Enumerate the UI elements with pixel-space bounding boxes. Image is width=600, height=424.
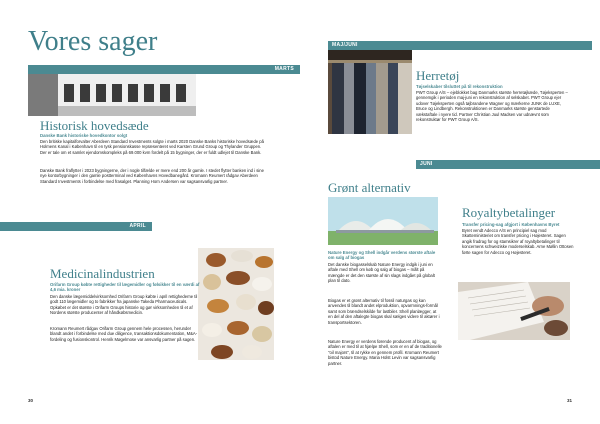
herretoj-lead: Tøjselskaber tilsluttet på til rekonstruktion: [416, 84, 503, 89]
medicin-body-2: Kromann Reumert rådgav Orifarm Group gennem hele processen, herunder blandt andet i forbindelse med due diligence, transaktionsdokumentation, M&A-fordeling og fusionskontrol. Henrik Møgelmose var ansvarlig partner på sagen.: [50, 326, 198, 342]
month-bar-marts: [28, 65, 300, 74]
historisk-heading: Historisk hovedsæde: [40, 118, 149, 133]
gront-lead: Nature Energy og Shell indgår verdens største aftale om salg af biogas: [328, 250, 436, 261]
building-photo: [28, 74, 196, 116]
herretoj-heading: Herretøj: [416, 68, 460, 83]
month-bar-april: [0, 222, 152, 231]
herretoj-body: PWT Group A/S – ejeblokket bag Danmarks største herretøjkæde, Tøjeksperten – gennemgik i perioden maj-juni en rekonstruktion af selskabet. PWT Group ejer udover Tøjeksperten også tøjbrandene Wagner og mærkerne JUNK de LUXE, Bruce og Lindbergh. Rekonstruktionen er Danmarks største genstartede vækstaftale i nyere tid. Partner Christian Juul Madsen var udnævnt som rekonstruktør for PWT Group A/S.: [416, 90, 568, 123]
month-bar-juni: [416, 160, 600, 169]
historisk-lead: Danske Bank historiske hovedkontor solgt: [40, 133, 128, 138]
month-label-april: APRIL: [129, 223, 146, 229]
month-label-juni: JUNI: [420, 161, 433, 167]
month-label-majjuni: MAJ/JUNI: [332, 42, 358, 48]
royalty-lead: Transfer pricing-sag afgjort i Københavns Byret: [462, 222, 560, 227]
month-bar-majjuni: [328, 41, 592, 50]
medicin-lead: Orifarm Group købte rettigheder til lægemidler og følsikker til en værdi af 4,6 mia. kroner: [50, 282, 200, 293]
page-number-right: 31: [566, 398, 572, 403]
right-page: [300, 0, 600, 424]
page-number-left: 30: [28, 398, 34, 403]
gront-body-3: Nature Energy er verdens førende producent af biogas, og aftalen er med til at hjælpe Shell, som er en af de traditionelle "oil majors", til at rykke en gennem profil. Kromann Reumert bistod Nature Energy. Maria Holst Levin var sagsansvarlig partner.: [328, 339, 442, 366]
gront-body-2: Biogas er et grønt alternativ til fossil naturgas og kan anvendes til blandt andet elproduktion, opvarmnings-formål samt som brændselskilde for lastbiler. Shell planlægger, at en del af den aftalegte biogas skal sælges videre til aktører i transportsektoren.: [328, 298, 440, 325]
page-title: Vores sager: [28, 26, 158, 57]
medicin-heading: Medicinalindustrien: [50, 266, 155, 281]
royalty-body: Byret vendt Adecco A/S en principiel sag mod Skatteministeriet om transfer pricing i Højesteret. Sagen angik fradrag for og stamsikrer af royaltybetalinger til koncernens schweiziske moderselskab. Arne Møllin Ottosen førte sagen for Adecco og Højesteret.: [462, 228, 574, 255]
biogas-photo: [328, 197, 438, 245]
gront-heading: Grønt alternativ: [328, 180, 411, 195]
royalty-heading: Royaltybetalinger: [462, 205, 556, 220]
historisk-body-2: Danske Bank fraflytter i 2023 bygningerne, der i nogle tilfælde er mere end 200 år gamle. I stedet flytter banken ind i sine nye kontorbygninger i den gamle postterminal ved Københavns Hovedbanegård. Kromann Reumert rådgav Aberdeen Standard Investments i forbindelse med frasalget. Planning Horn Andersen var sagsansvarlig partner.: [40, 168, 264, 184]
clothing-photo: [328, 50, 412, 134]
medicin-body-1: Den danske lægemiddelvirksomhed Orifarm Group købte i april rettighederne til godt 110 lægemidler og to fabrikker fra japanske Takeda Pharmaceuticals. Opkøbet er det største i Orifarm Groups historie og gør virksomheden til et af Nordens største producenter af håndkøbsmedicin.: [50, 294, 198, 316]
documents-photo: [458, 282, 570, 340]
historisk-body-1: Den britiske kapitalforvalter Aberdeen Standard Investments solgte i marts 2020 Danske Banks historiske hovedsæde på Holmens Kanal i København til en tysk pensionskasse repræsenteret ved Karsten Grund Group og Thylander Gruppen. Der er tale om et samlet ejendomskompleks på 69.000 kvm fordelt på 15 bygninger, der er fuldt udlejet til Danske Bank.: [40, 139, 264, 155]
pills-photo: [198, 248, 274, 360]
month-label-marts: MARTS: [274, 66, 294, 72]
gront-body-1: Det danske biogasselskab Nature Energy indgik i juni en aftale med Shell om køb og salg af biogas – målt på mængde er det den største af sin slags indgået på globalt plan til dato.: [328, 262, 435, 284]
